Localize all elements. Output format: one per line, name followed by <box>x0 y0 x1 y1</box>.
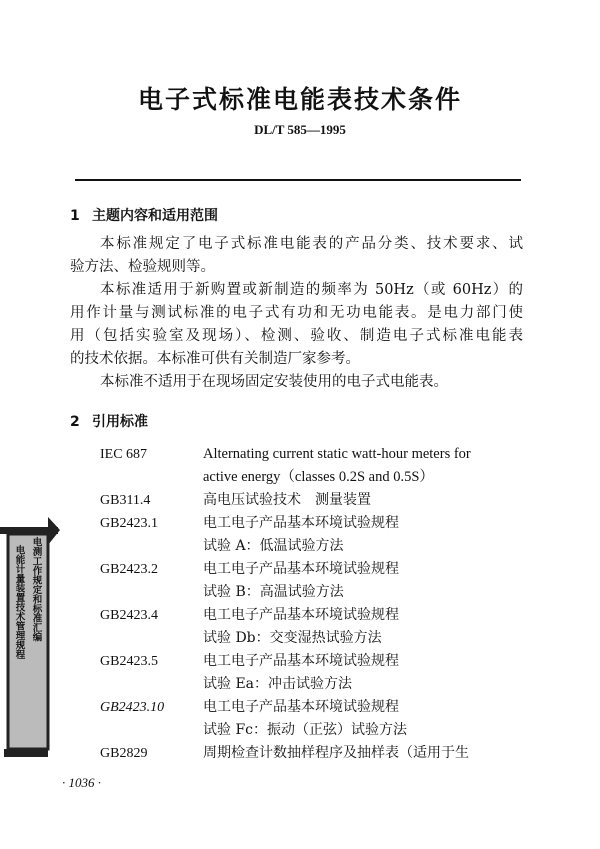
reference-code: GB2423.2 <box>100 562 158 577</box>
side-tab-graphic <box>0 505 62 765</box>
divider <box>75 179 521 181</box>
reference-title: 试验 A：低温试验方法 <box>203 538 344 554</box>
paragraph-line: 本标准规定了电子式标准电能表的产品分类、技术要求、试 <box>100 236 523 252</box>
reference-title: 试验 Db：交变湿热试验方法 <box>203 630 382 646</box>
reference-code: GB2829 <box>100 746 148 761</box>
reference-title: 电工电子产品基本环境试验规程 <box>203 607 399 623</box>
reference-title: 试验 B：高温试验方法 <box>203 584 344 600</box>
section-number: 1 <box>70 208 80 224</box>
side-tab-right-text: 电测工作规定和标准汇编 <box>30 537 42 642</box>
section-heading-1 <box>70 205 218 225</box>
reference-title: 电工电子产品基本环境试验规程 <box>203 699 399 715</box>
reference-title: 高电压试验技术 测量装置 <box>203 492 371 508</box>
reference-title: 试验 Fc：振动（正弦）试验方法 <box>203 722 408 738</box>
paragraph-line: 本标准不适用于在现场固定安装使用的电子式电能表。 <box>100 374 448 390</box>
reference-code: GB2423.10 <box>100 700 165 715</box>
paragraph-line: 用作计量与测试标准的电子式有功和无功电能表。是电力部门使 <box>70 305 523 321</box>
section-title: 主题内容和适用范围 <box>92 208 218 224</box>
document-title: 电子式标准电能表技术条件 <box>137 85 462 114</box>
reference-code: GB2423.1 <box>100 516 158 531</box>
reference-title: 电工电子产品基本环境试验规程 <box>203 515 399 531</box>
standard-number: DL/T 585—1995 <box>254 122 346 137</box>
section-heading-2 <box>70 411 148 431</box>
reference-title: active energy（classes 0.2S and 0.5S） <box>203 469 434 485</box>
reference-code: IEC 687 <box>100 447 148 462</box>
reference-title: Alternating current static watt-hour meters for <box>203 446 471 462</box>
section-title: 引用标准 <box>92 414 148 430</box>
reference-code: GB2423.4 <box>100 608 158 623</box>
paragraph-line: 的技术依据。本标准可供有关制造厂家参考。 <box>70 351 360 367</box>
side-tab-left-text: 电能计量装置技术管理规程 <box>13 545 25 659</box>
paragraph-line: 验方法、检验规则等。 <box>70 259 215 275</box>
reference-title: 电工电子产品基本环境试验规程 <box>203 561 399 577</box>
reference-title: 周期检查计数抽样程序及抽样表（适用于生 <box>203 745 469 761</box>
reference-title: 试验 Ea：冲击试验方法 <box>203 676 353 692</box>
reference-code: GB2423.5 <box>100 654 158 669</box>
reference-code: GB311.4 <box>100 493 151 508</box>
section-number: 2 <box>70 414 80 430</box>
paragraph-line: 用（包括实验室及现场）、检测、验收、制造电子式标准电能表 <box>70 328 523 344</box>
paragraph-line: 本标准适用于新购置或新制造的频率为 50Hz（或 60Hz）的 <box>100 282 523 298</box>
reference-title: 电工电子产品基本环境试验规程 <box>203 653 399 669</box>
page-number: · 1036 · <box>62 775 101 790</box>
